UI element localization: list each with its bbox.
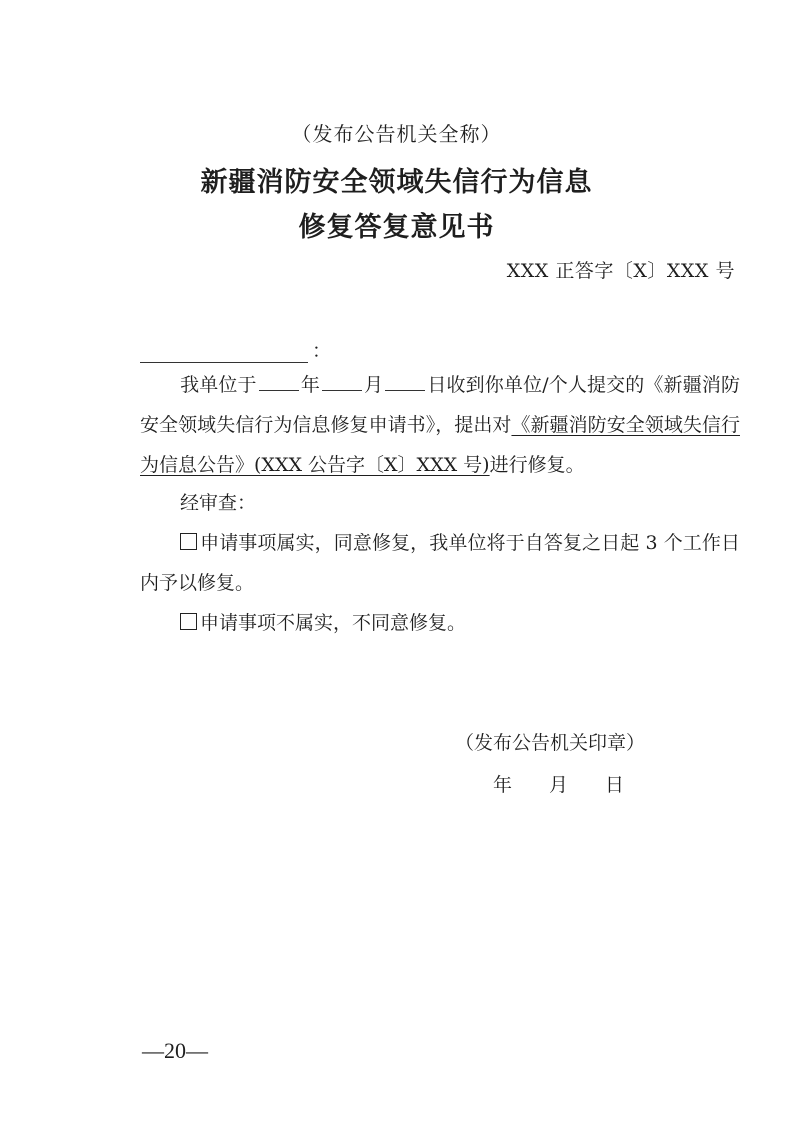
signature-date	[493, 770, 624, 797]
option-approve	[140, 523, 740, 603]
review-label: 经审查：	[180, 492, 257, 514]
p1-month-label: 月	[363, 374, 384, 396]
document-title-line2: 修复答复意见书	[298, 212, 495, 243]
option-reject	[140, 603, 740, 643]
document-number: XXX 正答字〔X〕XXX 号	[506, 260, 735, 282]
option-reject-text: 申请事项不属实，不同意修复。	[200, 612, 467, 634]
salutation-colon: ：	[312, 340, 332, 362]
recipient-blank	[140, 344, 308, 363]
date-year: 年	[493, 774, 513, 796]
page-number: —20—	[142, 1038, 208, 1063]
p1-text-middle: 日收到你单位/个人提交的《新疆消防安全领域失信行为信息修复申请书》，提出对	[140, 374, 740, 436]
reject-checkbox[interactable]	[180, 613, 197, 630]
option-approve-text: 申请事项属实，同意修复，我单位将于自答复之日起 3 个工作日内予以修复。	[140, 532, 740, 594]
date-month: 月	[549, 774, 569, 796]
p1-announcement-ref: 《新疆消防安全领域失信行为信息公告》(XXX 公告字〔X〕XXX 号)	[140, 414, 740, 476]
seal-placeholder: （发布公告机关印章）	[455, 732, 646, 754]
month-blank	[322, 374, 362, 391]
paragraph-receipt	[140, 365, 740, 485]
day-blank	[385, 374, 425, 391]
date-day: 日	[605, 774, 625, 796]
salutation	[140, 336, 331, 363]
p1-text-end: 进行修复。	[489, 454, 585, 476]
p1-year-label: 年	[300, 374, 320, 396]
agency-placeholder: （发布公告机关全称）	[291, 122, 502, 146]
approve-checkbox[interactable]	[180, 533, 197, 550]
document-title-line1: 新疆消防安全领域失信行为信息	[200, 167, 593, 198]
year-blank	[259, 374, 299, 391]
p1-text-start: 我单位于	[180, 374, 257, 396]
